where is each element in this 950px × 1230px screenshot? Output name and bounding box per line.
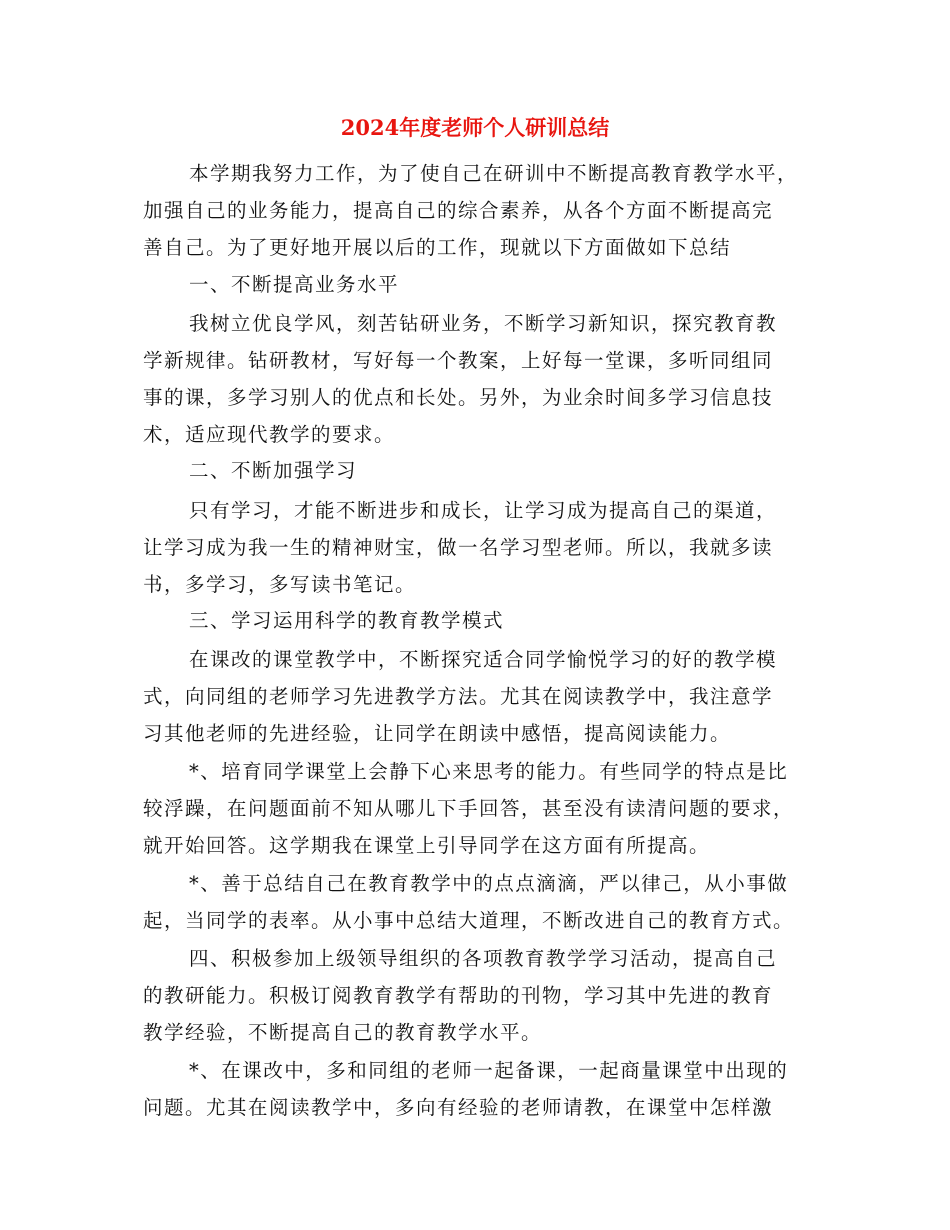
text-line: 学新规律。钻研教材，写好每一个教案，上好每一堂课，多听同组同 [143,349,774,372]
section-heading: 一、不断提高业务水平 [189,273,400,296]
text-line: 只有学习，才能不断进步和成长，让学习成为提高自己的渠道， [189,499,778,522]
text-line: 教学经验，不断提高自己的教育教学水平。 [143,1021,543,1044]
text-line: 的教研能力。积极订阅教育教学有帮助的刊物，学习其中先进的教育 [143,984,774,1007]
text-line: 事的课，多学习别人的优点和长处。另外，为业余时间多学习信息技 [143,386,774,409]
section-heading: 二、不断加强学习 [189,459,358,482]
text-line: 我树立优良学风，刻苦钻研业务，不断学习新知识，探究教育教 [189,312,778,335]
text-line: *、培育同学课堂上会静下心来思考的能力。有些同学的特点是比 [189,760,789,783]
text-line: 书，多学习，多写读书笔记。 [143,573,417,596]
text-line: 善自己。为了更好地开展以后的工作，现就以下方面做如下总结 [143,236,732,259]
text-line: 习其他老师的先进经验，让同学在朗读中感悟，提高阅读能力。 [143,722,732,745]
text-line: 较浮躁，在问题面前不知从哪儿下手回答，甚至没有读清问题的要求， [143,797,795,820]
text-line: 问题。尤其在阅读教学中，多向有经验的老师请教，在课堂中怎样激 [143,1096,774,1119]
text-line: 就开始回答。这学期我在课堂上引导同学在这方面有所提高。 [143,834,711,857]
text-line: 式，向同组的老师学习先进教学方法。尤其在阅读教学中，我注意学 [143,685,774,708]
text-line: 加强自己的业务能力，提高自己的综合素养，从各个方面不断提高完 [143,199,774,222]
text-line: 术，适应现代教学的要求。 [143,423,396,446]
text-line: 让学习成为我一生的精神财宝，做一名学习型老师。所以，我就多读 [143,536,774,559]
section-heading: 三、学习运用科学的教育教学模式 [189,609,505,632]
text-line: 起，当同学的表率。从小事中总结大道理，不断改进自己的教育方式。 [143,909,795,932]
text-line: 在课改的课堂教学中，不断探究适合同学愉悦学习的好的教学模 [189,648,778,671]
section-heading: 四、积极参加上级领导组织的各项教育教学学习活动，提高自己 [189,947,778,970]
text-line: *、善于总结自己在教育教学中的点点滴滴，严以律己，从小事做 [189,872,789,895]
text-line: *、在课改中，多和同组的老师一起备课，一起商量课堂中出现的 [189,1059,789,1082]
document-title: 2024年度老师个人研训总结 [340,115,610,140]
text-line: 本学期我努力工作，为了使自己在研训中不断提高教育教学水平， [189,162,799,185]
